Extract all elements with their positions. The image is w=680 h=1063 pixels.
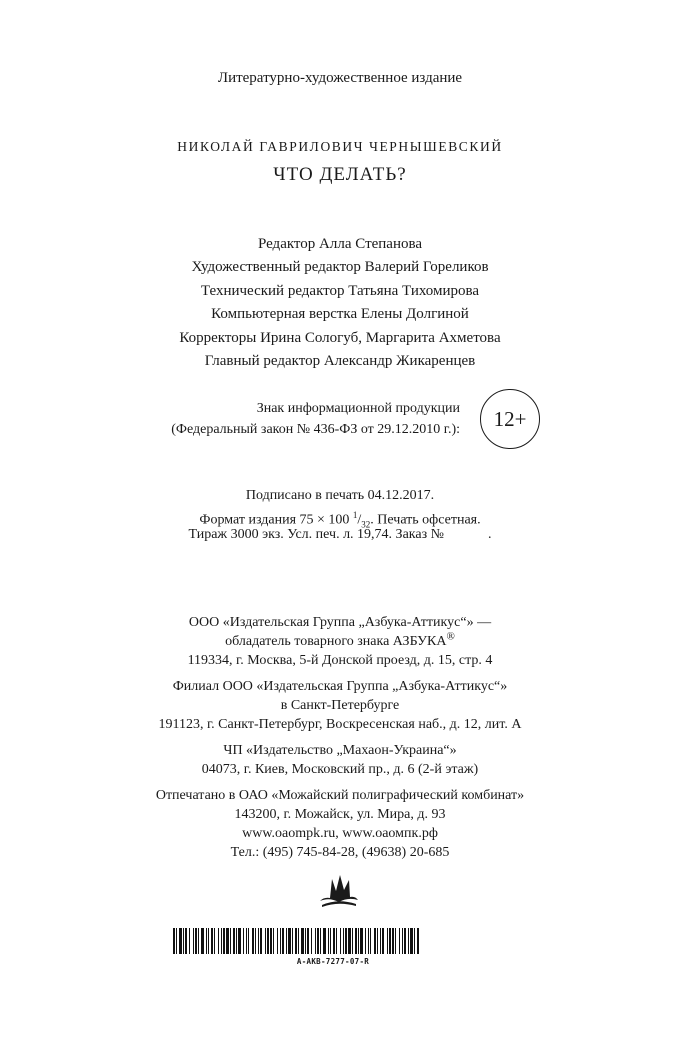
publisher-ukraine-address: 04073, г. Киев, Московский пр., д. 6 (2-й этаж) — [201, 762, 479, 777]
credit-line: Художественный редактор Валерий Гореликов — [191, 259, 489, 276]
publisher-main-address: 119334, г. Москва, 5-й Донской проезд, д. 15, стр. 4 — [187, 653, 493, 668]
credit-line: Главный редактор Александр Жикаренцев — [204, 352, 476, 369]
print-run-end: . — [487, 527, 492, 542]
credit-line: Компьютерная верстка Елены Долгиной — [211, 306, 469, 323]
publisher-branch-address: 191123, г. Санкт-Петербург, Воскресенская наб., д. 12, лит. А — [158, 717, 522, 732]
publisher-branch-city: в Санкт-Петербурге — [280, 698, 400, 713]
info-sign-line: Знак информационной продукции — [256, 401, 460, 416]
format-suffix: . Печать офсетная. — [370, 512, 481, 528]
age-rating-badge — [480, 389, 540, 449]
publisher-crown-logo-icon — [318, 871, 360, 907]
credit-line: Редактор Алла Степанова — [257, 236, 423, 252]
print-signed: Подписано в печать 04.12.2017. — [245, 488, 435, 503]
author-name: НИКОЛАЙ ГАВРИЛОВИЧ ЧЕРНЫШЕВСКИЙ — [177, 139, 503, 154]
age-rating: 12+ — [493, 406, 527, 431]
edition-type: Литературно-художественное издание — [217, 70, 463, 86]
trademark-text: обладатель товарного знака АЗБУКА — [225, 634, 447, 649]
printer-name: Отпечатано в ОАО «Можайский полиграфический комбинат» — [155, 788, 525, 803]
print-format: Формат издания 75 × 100 $^1/_{32}$. Печать офсетная. — [199, 509, 481, 529]
format-prefix: Формат издания 75 × 100 — [199, 512, 350, 528]
barcode-icon — [173, 928, 419, 954]
publishers-block — [0, 613, 680, 862]
publisher-ukraine-name: ЧП «Издательство „Махаон-Украина“» — [223, 743, 457, 758]
publisher-main-name: ООО «Издательская Группа „Азбука-Аттикус“» — — [188, 615, 492, 630]
print-info-block — [0, 486, 680, 545]
printer-phone: Тел.: (495) 745-84-28, (49638) 20-685 — [230, 845, 450, 860]
printer-website: www.oaompk.ru, www.оаомпк.рф — [242, 826, 438, 841]
format-denominator: 32 — [361, 518, 371, 529]
credits-block — [0, 233, 680, 373]
print-run-text: Тираж 3000 экз. Усл. печ. л. 19,74. Заказ № — [188, 527, 444, 542]
info-sign-text — [120, 398, 460, 440]
publisher-branch-name: Филиал ООО «Издательская Группа „Азбука-Аттикус“» — [172, 679, 508, 694]
credit-line: Корректоры Ирина Сологуб, Маргарита Ахметова — [179, 329, 501, 346]
publisher-trademark — [0, 632, 680, 651]
print-run — [0, 525, 680, 545]
format-numerator: 1 — [352, 509, 358, 520]
book-title: ЧТО ДЕЛАТЬ? — [273, 164, 407, 185]
barcode-label: A-AKB-7277-07-R — [296, 957, 370, 966]
info-sign-law: (Федеральный закон № 436-ФЗ от 29.12.2010 г.): — [171, 422, 460, 437]
printer-address: 143200, г. Можайск, ул. Мира, д. 93 — [234, 807, 446, 822]
credit-line: Технический редактор Татьяна Тихомирова — [200, 282, 480, 299]
registered-mark: ® — [446, 630, 455, 643]
